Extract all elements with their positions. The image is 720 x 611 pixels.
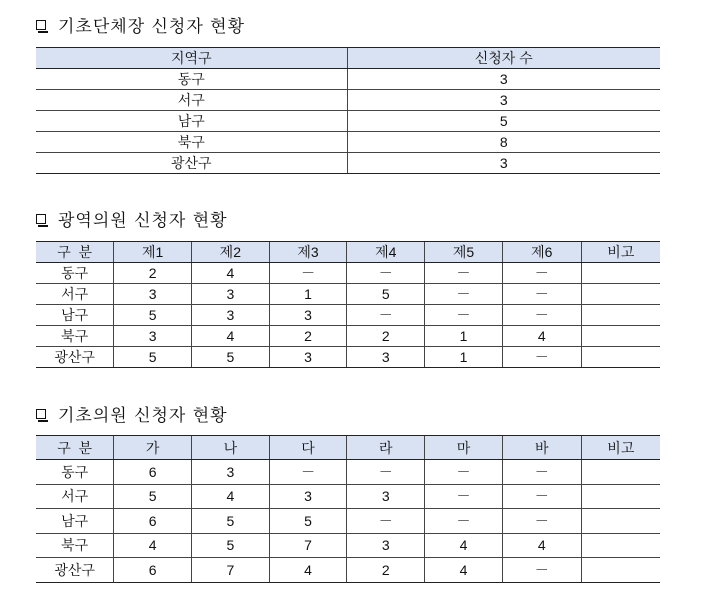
count-cell: － (347, 263, 425, 284)
column-header: 제4 (347, 242, 425, 263)
count-cell (581, 284, 660, 305)
column-header: 바 (502, 436, 581, 460)
count-cell: 3 (347, 347, 425, 368)
table-row (36, 305, 660, 326)
count-cell: 2 (347, 326, 425, 347)
count-cell (581, 484, 660, 509)
district-cell: 동구 (36, 69, 347, 90)
section2-heading (36, 206, 228, 231)
count-cell: 1 (425, 347, 503, 368)
table-row (36, 347, 660, 368)
district-cell: 서구 (36, 484, 114, 509)
district-cell: 남구 (36, 305, 114, 326)
count-cell: 5 (114, 305, 192, 326)
table-row (36, 558, 660, 583)
count-cell: 1 (269, 284, 347, 305)
count-cell: 4 (191, 263, 269, 284)
table-row (36, 90, 660, 111)
count-cell: 5 (114, 347, 192, 368)
count-cell: 4 (114, 533, 192, 558)
table-row (36, 69, 660, 90)
count-cell: 4 (425, 533, 503, 558)
count-cell: 3 (191, 460, 269, 485)
count-cell: － (502, 558, 581, 583)
count-cell: 3 (347, 69, 660, 90)
column-header: 지역구 (36, 48, 347, 69)
count-cell: 3 (269, 347, 347, 368)
count-cell: 3 (269, 484, 347, 509)
count-cell: 7 (191, 558, 269, 583)
count-cell: 7 (269, 533, 347, 558)
count-cell: 3 (347, 533, 425, 558)
count-cell: － (347, 460, 425, 485)
count-cell (581, 263, 660, 284)
table-row (36, 132, 660, 153)
column-header: 가 (114, 436, 192, 460)
district-cell: 광산구 (36, 558, 114, 583)
count-cell (581, 347, 660, 368)
count-cell: 5 (347, 111, 660, 132)
metro-council-applicants-table (36, 241, 660, 368)
table-row (36, 484, 660, 509)
section1-heading (36, 12, 245, 37)
count-cell: 2 (269, 326, 347, 347)
count-cell: 5 (347, 284, 425, 305)
count-cell: － (502, 460, 581, 485)
count-cell: － (425, 509, 503, 534)
count-cell: － (502, 484, 581, 509)
district-cell: 동구 (36, 263, 114, 284)
count-cell: 5 (191, 533, 269, 558)
column-header: 나 (191, 436, 269, 460)
count-cell: 6 (114, 460, 192, 485)
count-cell: － (269, 460, 347, 485)
column-header: 제5 (425, 242, 503, 263)
district-cell: 서구 (36, 90, 347, 111)
district-cell: 남구 (36, 509, 114, 534)
count-cell: 3 (347, 484, 425, 509)
basic-council-applicants-table (36, 435, 660, 583)
district-cell: 북구 (36, 132, 347, 153)
count-cell: 3 (269, 305, 347, 326)
table-row (36, 263, 660, 284)
district-cell: 남구 (36, 111, 347, 132)
column-header: 구 분 (36, 436, 114, 460)
count-cell (581, 305, 660, 326)
count-cell: 6 (114, 558, 192, 583)
column-header: 마 (425, 436, 503, 460)
count-cell: 5 (269, 509, 347, 534)
column-header: 제2 (191, 242, 269, 263)
table-header-row (36, 242, 660, 263)
checkbox-square-icon (36, 409, 46, 419)
table-row (36, 460, 660, 485)
table-header-row (36, 48, 660, 69)
count-cell: 4 (502, 326, 581, 347)
count-cell: － (347, 509, 425, 534)
count-cell: 4 (191, 326, 269, 347)
count-cell: 3 (347, 153, 660, 174)
district-cell: 동구 (36, 460, 114, 485)
count-cell: 5 (191, 509, 269, 534)
count-cell: － (425, 305, 503, 326)
section2-title: 광역의원 신청자 현황 (58, 211, 228, 231)
count-cell: 4 (191, 484, 269, 509)
checkbox-square-icon (36, 20, 46, 30)
column-header: 제1 (114, 242, 192, 263)
count-cell (581, 533, 660, 558)
count-cell: 3 (114, 284, 192, 305)
table-row (36, 111, 660, 132)
count-cell (581, 558, 660, 583)
count-cell: － (269, 263, 347, 284)
count-cell: 4 (425, 558, 503, 583)
column-header: 라 (347, 436, 425, 460)
checkbox-square-icon (36, 214, 46, 224)
count-cell: 3 (347, 90, 660, 111)
count-cell: － (502, 263, 581, 284)
count-cell: － (502, 347, 581, 368)
district-cell: 광산구 (36, 347, 114, 368)
count-cell: 4 (269, 558, 347, 583)
count-cell: － (502, 509, 581, 534)
district-cell: 광산구 (36, 153, 347, 174)
table-header-row (36, 436, 660, 460)
table-row (36, 326, 660, 347)
table-row (36, 509, 660, 534)
table-row (36, 533, 660, 558)
count-cell: － (425, 460, 503, 485)
count-cell: － (502, 305, 581, 326)
count-cell: － (347, 305, 425, 326)
count-cell: － (425, 263, 503, 284)
table-row (36, 284, 660, 305)
count-cell: 8 (347, 132, 660, 153)
district-cell: 서구 (36, 284, 114, 305)
count-cell: 3 (114, 326, 192, 347)
column-header: 비고 (581, 242, 660, 263)
count-cell: 5 (114, 484, 192, 509)
column-header: 신청자 수 (347, 48, 660, 69)
count-cell: － (502, 284, 581, 305)
section3-title: 기초의원 신청자 현황 (58, 406, 228, 426)
count-cell: 1 (425, 326, 503, 347)
count-cell (581, 326, 660, 347)
count-cell (581, 460, 660, 485)
table-row (36, 153, 660, 174)
district-cell: 북구 (36, 533, 114, 558)
count-cell: 5 (191, 347, 269, 368)
column-header: 제6 (502, 242, 581, 263)
mayor-applicants-table (36, 47, 660, 174)
section1-title: 기초단체장 신청자 현황 (58, 17, 246, 37)
count-cell: 6 (114, 509, 192, 534)
count-cell: 2 (114, 263, 192, 284)
district-cell: 북구 (36, 326, 114, 347)
column-header: 구 분 (36, 242, 114, 263)
column-header: 제3 (269, 242, 347, 263)
count-cell: － (425, 284, 503, 305)
count-cell: － (425, 484, 503, 509)
count-cell: 4 (502, 533, 581, 558)
count-cell: 3 (191, 305, 269, 326)
count-cell: 3 (191, 284, 269, 305)
column-header: 비고 (581, 436, 660, 460)
column-header: 다 (269, 436, 347, 460)
count-cell (581, 509, 660, 534)
count-cell: 2 (347, 558, 425, 583)
section3-heading (36, 401, 228, 426)
